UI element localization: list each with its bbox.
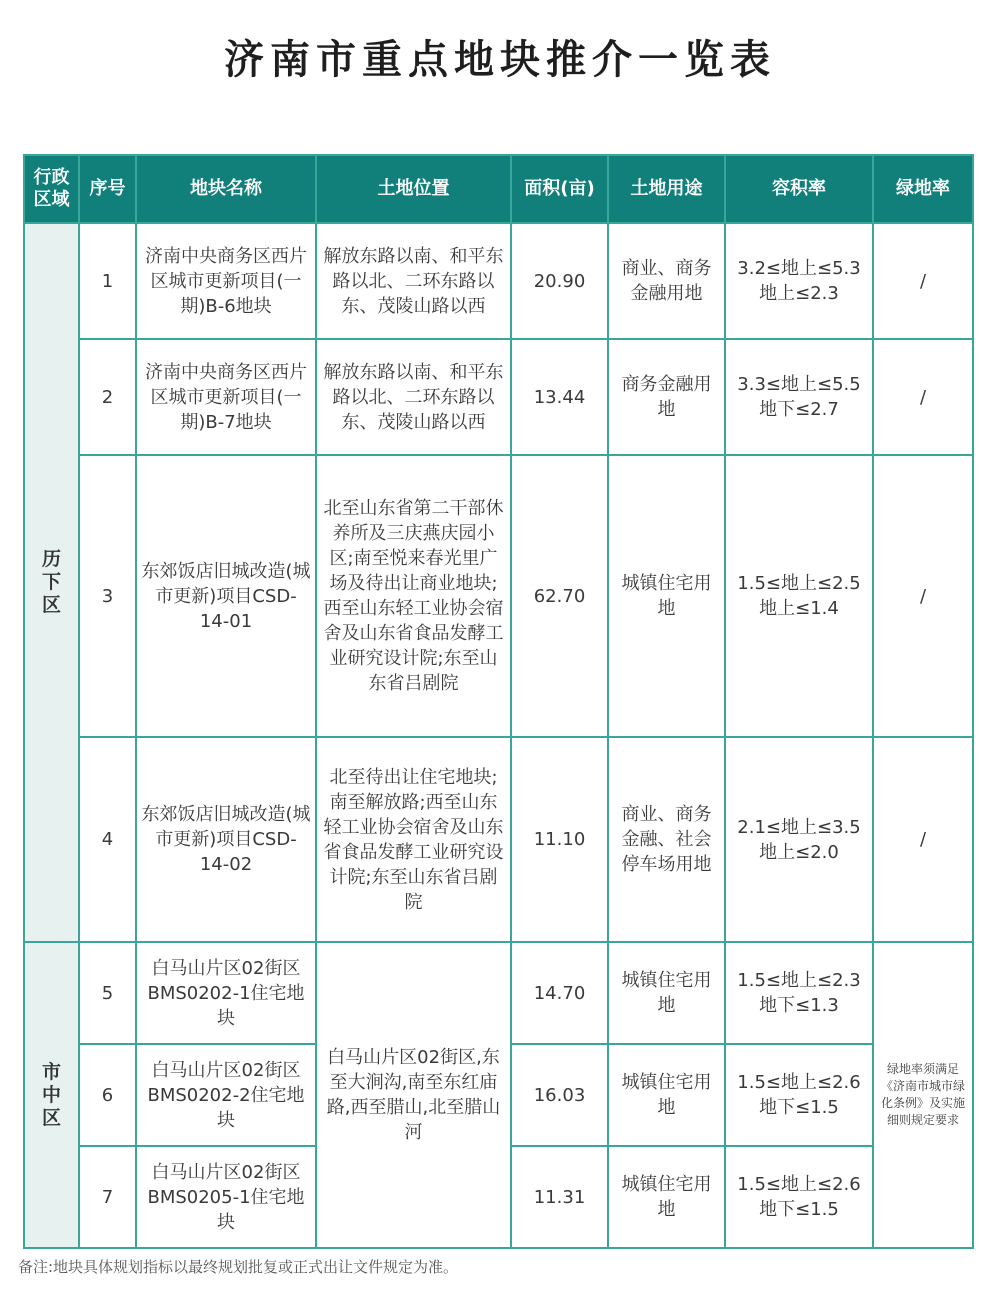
name-cell: 白马山片区02街区BMS0202-2住宅地块 (136, 1044, 316, 1146)
location-cell: 白马山片区02街区,东至大涧沟,南至东红庙路,西至腊山,北至腊山河 (316, 942, 511, 1248)
area-cell: 62.70 (511, 455, 608, 737)
location-cell: 北至待出让住宅地块;南至解放路;西至山东轻工业协会宿舍及山东省食品发酵工业研究设计院;东至山东省吕剧院 (316, 737, 511, 942)
seq-cell: 7 (79, 1146, 136, 1248)
header-far: 容积率 (725, 155, 873, 223)
region-cell: 市中区 (24, 942, 79, 1248)
green-cell: / (873, 455, 973, 737)
table-row (24, 223, 973, 339)
name-cell: 东郊饭店旧城改造(城市更新)项目CSD-14-02 (136, 737, 316, 942)
far-cell: 1.5≤地上≤2.6 地下≤1.5 (725, 1146, 873, 1248)
area-cell: 11.31 (511, 1146, 608, 1248)
usage-cell: 商业、商务金融、社会停车场用地 (608, 737, 725, 942)
area-cell: 13.44 (511, 339, 608, 455)
seq-cell: 6 (79, 1044, 136, 1146)
table-row (24, 455, 973, 737)
usage-cell: 商务金融用地 (608, 339, 725, 455)
far-cell: 1.5≤地上≤2.6 地下≤1.5 (725, 1044, 873, 1146)
far-cell: 2.1≤地上≤3.5 地上≤2.0 (725, 737, 873, 942)
header-location: 土地位置 (316, 155, 511, 223)
header-usage: 土地用途 (608, 155, 725, 223)
land-table (23, 154, 974, 1249)
name-cell: 济南中央商务区西片区城市更新项目(一期)B-6地块 (136, 223, 316, 339)
table-row (24, 339, 973, 455)
far-cell: 3.2≤地上≤5.3 地上≤2.3 (725, 223, 873, 339)
header-seq: 序号 (79, 155, 136, 223)
area-cell: 16.03 (511, 1044, 608, 1146)
seq-cell: 2 (79, 339, 136, 455)
far-cell: 3.3≤地上≤5.5 地下≤2.7 (725, 339, 873, 455)
table-row (24, 942, 973, 1044)
header-green: 绿地率 (873, 155, 973, 223)
name-cell: 白马山片区02街区BMS0202-1住宅地块 (136, 942, 316, 1044)
seq-cell: 4 (79, 737, 136, 942)
green-cell: / (873, 223, 973, 339)
usage-cell: 城镇住宅用地 (608, 942, 725, 1044)
area-cell: 11.10 (511, 737, 608, 942)
usage-cell: 商业、商务金融用地 (608, 223, 725, 339)
usage-cell: 城镇住宅用地 (608, 1146, 725, 1248)
name-cell: 白马山片区02街区BMS0205-1住宅地块 (136, 1146, 316, 1248)
area-cell: 20.90 (511, 223, 608, 339)
seq-cell: 1 (79, 223, 136, 339)
usage-cell: 城镇住宅用地 (608, 1044, 725, 1146)
footnote: 备注:地块具体规划指标以最终规划批复或正式出让文件规定为准。 (18, 1258, 459, 1276)
location-cell: 北至山东省第二干部休养所及三庆燕庆园小区;南至悦来春光里广场及待出让商业地块;西至山东轻工业协会宿舍及山东省食品发酵工业研究设计院;东至山东省吕剧院 (316, 455, 511, 737)
usage-cell: 城镇住宅用地 (608, 455, 725, 737)
area-cell: 14.70 (511, 942, 608, 1044)
header-row (24, 155, 973, 223)
far-cell: 1.5≤地上≤2.3 地下≤1.3 (725, 942, 873, 1044)
seq-cell: 5 (79, 942, 136, 1044)
seq-cell: 3 (79, 455, 136, 737)
header-area: 面积(亩) (511, 155, 608, 223)
header-region: 行政区域 (24, 155, 79, 223)
green-cell: / (873, 737, 973, 942)
green-cell: / (873, 339, 973, 455)
region-cell: 历下区 (24, 223, 79, 942)
green-cell: 绿地率须满足《济南市城市绿化条例》及实施细则规定要求 (873, 942, 973, 1248)
table-row (24, 737, 973, 942)
name-cell: 济南中央商务区西片区城市更新项目(一期)B-7地块 (136, 339, 316, 455)
location-cell: 解放东路以南、和平东路以北、二环东路以东、茂陵山路以西 (316, 339, 511, 455)
name-cell: 东郊饭店旧城改造(城市更新)项目CSD-14-01 (136, 455, 316, 737)
location-cell: 解放东路以南、和平东路以北、二环东路以东、茂陵山路以西 (316, 223, 511, 339)
far-cell: 1.5≤地上≤2.5 地上≤1.4 (725, 455, 873, 737)
header-name: 地块名称 (136, 155, 316, 223)
page-title: 济南市重点地块推介一览表 (224, 36, 776, 83)
